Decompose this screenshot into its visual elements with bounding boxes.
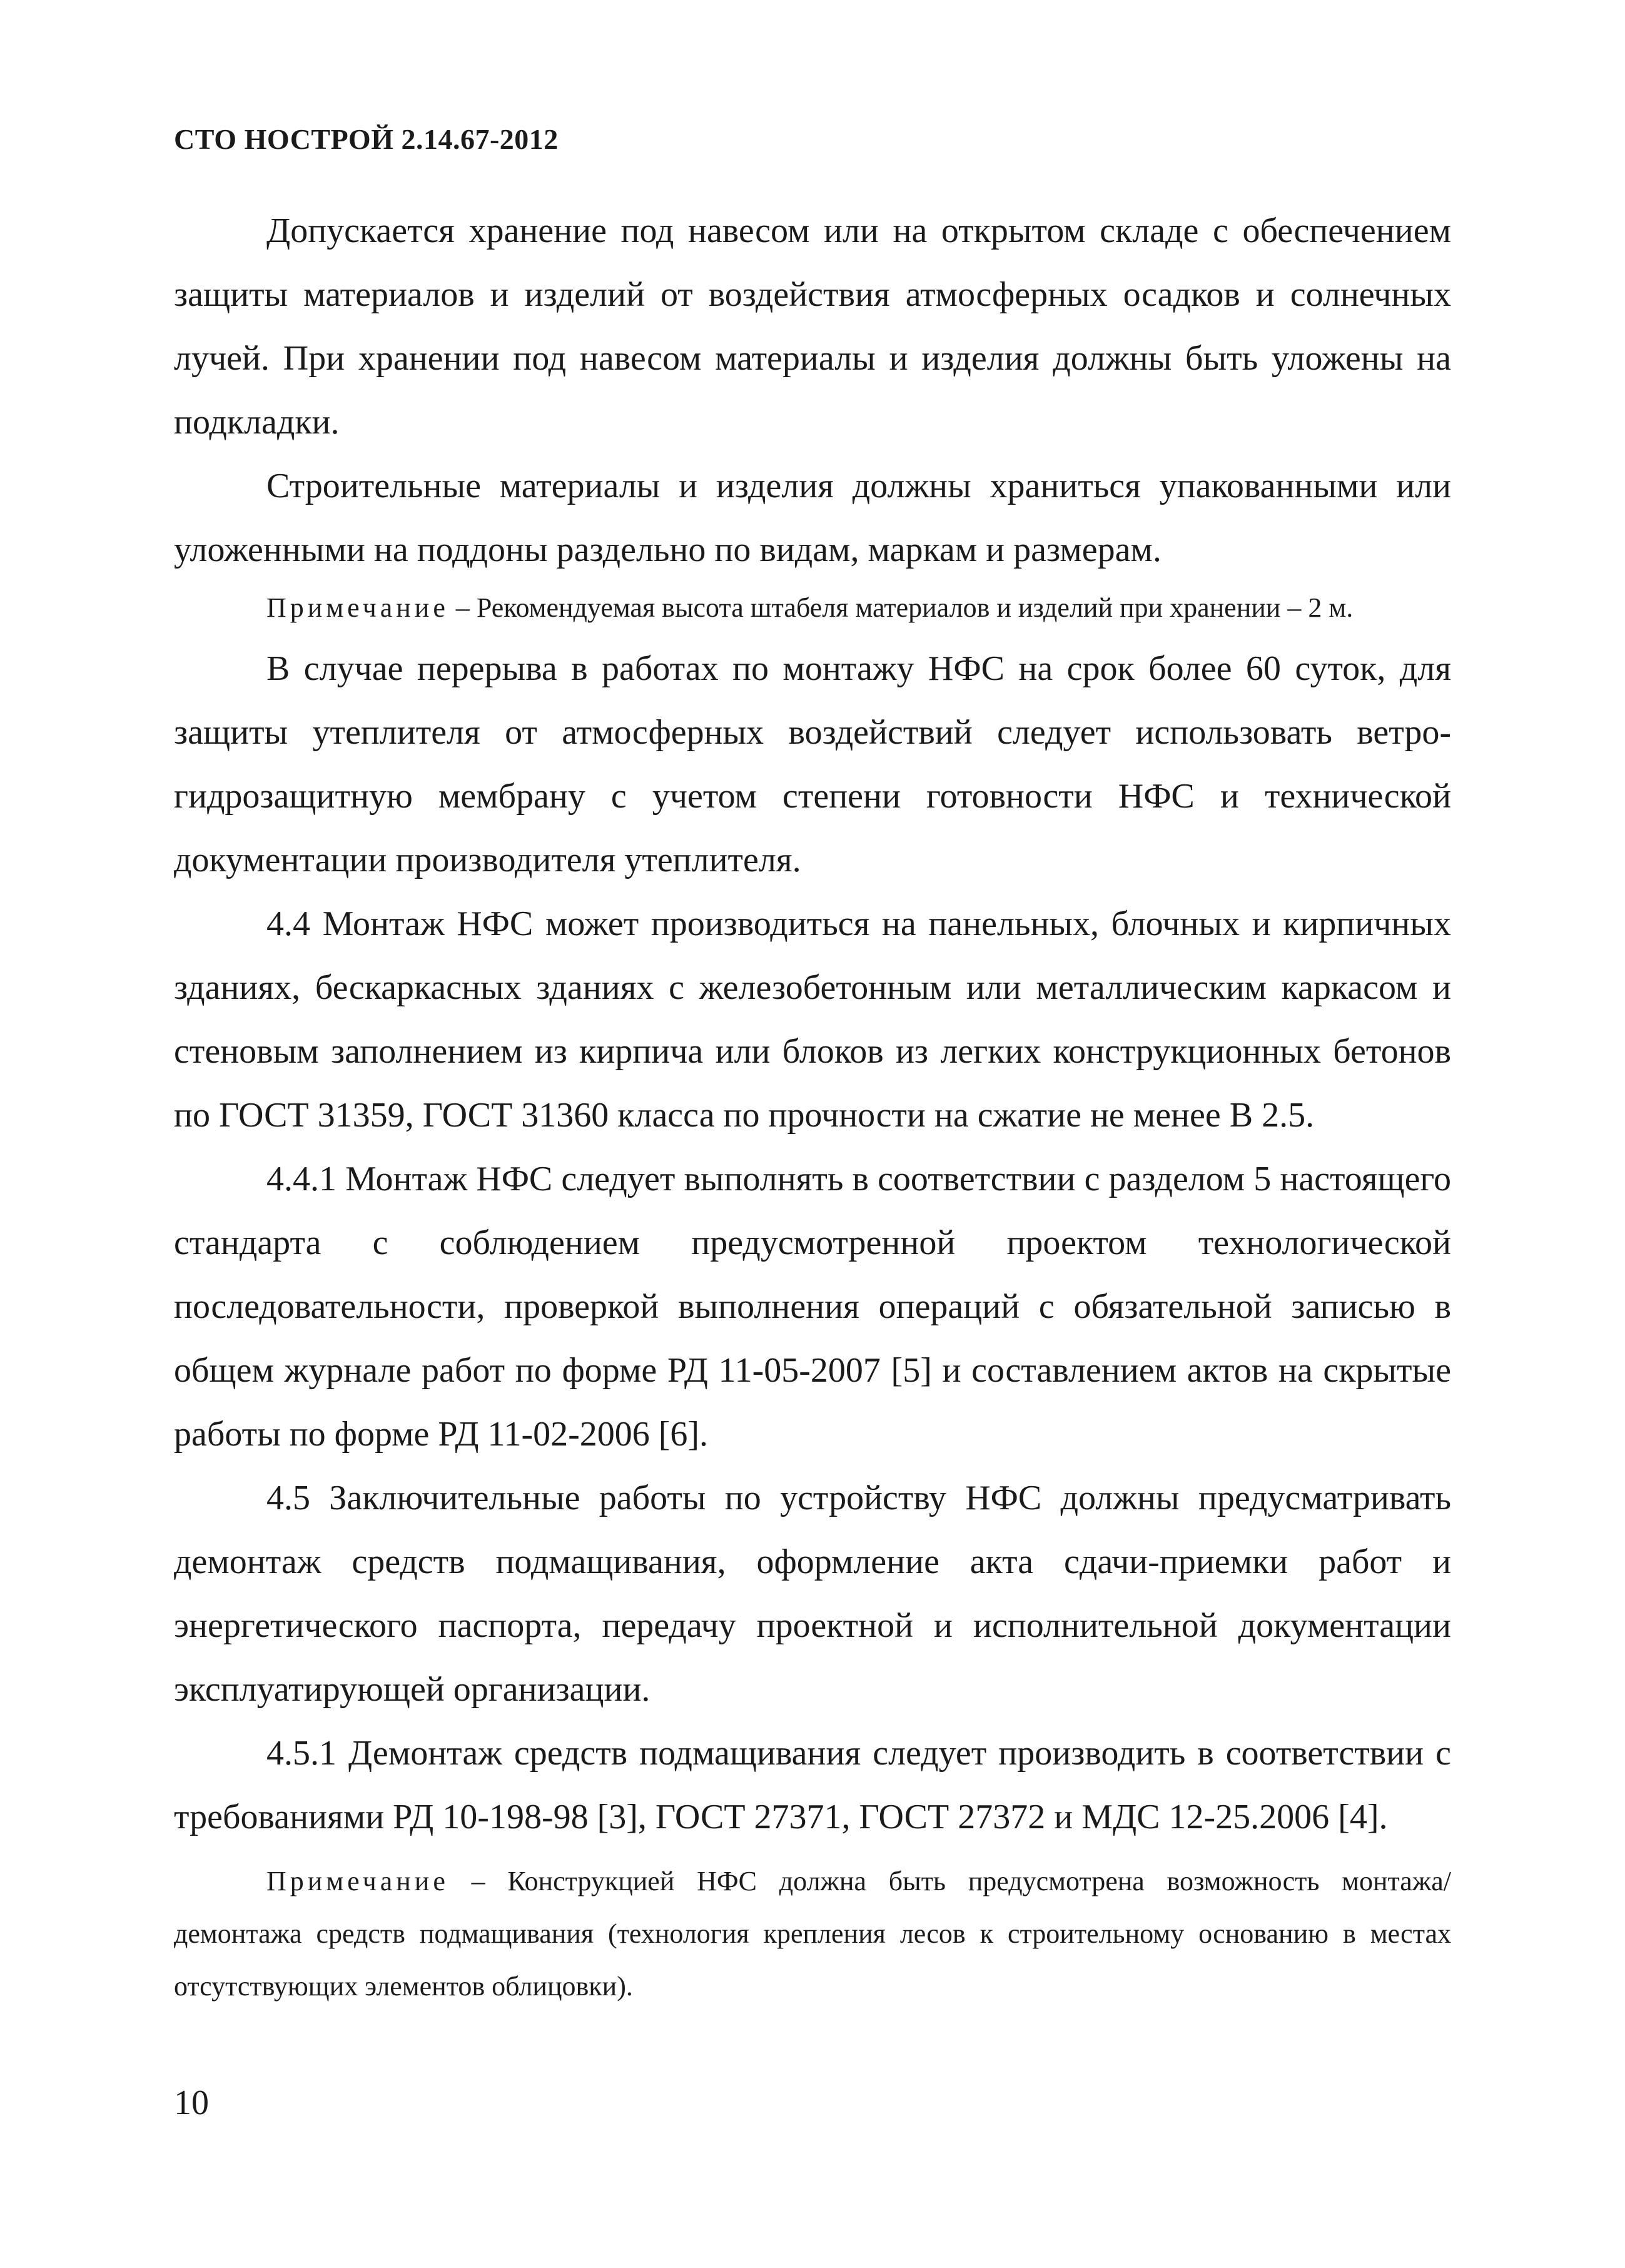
paragraph-4-5-1: 4.5.1 Демонтаж средств подмащивания следует производить в соответствии с требованиями РД 10-198-98 [3], ГОСТ 27371, ГОСТ 27372 и МДС 12-25.2006 [4]. [174,1734,1451,1836]
document-code-header: СТО НОСТРОЙ 2.14.67-2012 [174,123,559,155]
document-body [174,199,1451,2013]
paragraph-work-break: В случае перерыва в работах по монтажу НФС на срок более 60 суток, для защиты утеплителя от атмосферных воздействий следует использовать ветро-гидрозащитную мембрану с учетом степени готовности НФС и технической документации производителя утеплителя. [174,649,1451,879]
paragraph-4-5: 4.5 Заключительные работы по устройству НФС должны предусматривать демонтаж средств подмащивания, оформление акта сдачи-приемки работ и энергетического паспорта, передачу проектной и исполнительной документации эксплуатирующей организации. [174,1479,1451,1709]
page-number: 10 [174,2083,209,2122]
note-label: Примечание [266,1866,449,1896]
note-text: – Рекомендуемая высота штабеля материалов и изделий при хранении – 2 м. [448,592,1354,623]
paragraph-4-4-1: 4.4.1 Монтаж НФС следует выполнять в соответствии с разделом 5 настоящего стандарта с соблюдением предусмотренной проектом технологической последовательности, проверкой выполнения операций с обязательной записью в общем журнале работ по форме РД 11-05-2007 [5] и составлением актов на скрытые работы по форме РД 11-02-2006 [6]. [174,1160,1451,1454]
paragraph-packaging: Строительные материалы и изделия должны храниться упакованными или уложенными на поддоны раздельно по видам, маркам и размерам. [174,467,1451,569]
note-text: – Конструкцией НФС должна быть предусмотрена возможность монтажа/демонтажа средств подмащивания (технология крепления лесов к строительному основанию в местах отсутствующих элементов облицовки). [174,1866,1451,2002]
note-label: Примечание [266,592,449,623]
paragraph-storage-conditions: Допускается хранение под навесом или на открытом складе с обеспечением защиты материалов и изделий от воздействия атмосферных осадков и солнечных лучей. При хранении под навесом материалы и изделия должны быть уложены на подкладки. [174,211,1451,442]
paragraph-4-4: 4.4 Монтаж НФС может производиться на панельных, блочных и кирпичных зданиях, бескаркасных зданиях с железобетонным или металлическим каркасом и стеновым заполнением из кирпича или блоков из легких конструкционных бетонов по ГОСТ 31359, ГОСТ 31360 класса по прочности на сжатие не менее В 2.5. [174,904,1451,1135]
note-stack-height [174,584,1451,632]
note-scaffolding [174,1855,1451,2013]
